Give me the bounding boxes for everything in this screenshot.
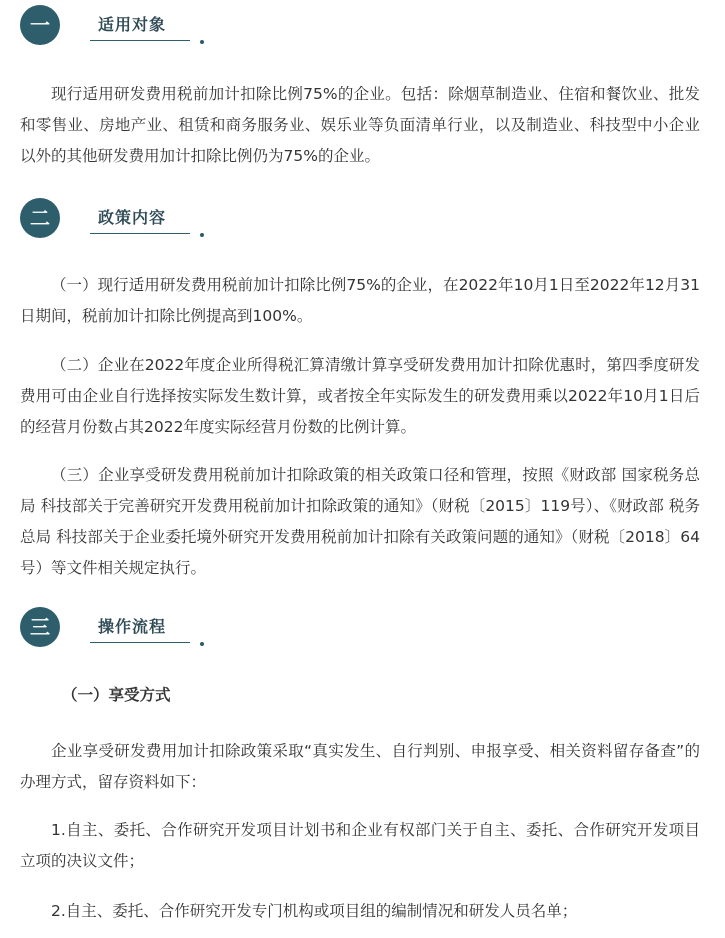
section-header-1 (20, 5, 720, 49)
section-number-badge: 一 (20, 5, 60, 45)
section2-paragraph-2: （二）企业在2022年度企业所得税汇算清缴计算享受研发费用加计扣除优惠时，第四季度研发费用可由企业自行选择按实际发生数计算，或者按全年实际发生的研发费用乘以2022年10月1日后的经营月份数占其2022年度实际经营月份数的比例计算。 (20, 356, 700, 436)
title-dot (200, 40, 204, 44)
title-underline (90, 233, 190, 234)
title-underline (90, 40, 190, 41)
section-number-badge: 三 (20, 607, 60, 647)
section-number-badge: 二 (20, 198, 60, 238)
section-title: 操作流程 (98, 617, 167, 636)
section2-paragraph-1: （一）现行适用研发费用税前加计扣除比例75%的企业，在2022年10月1日至2022年12月31日期间，税前加计扣除比例提高到100%。 (20, 276, 700, 325)
section3-paragraph-1: 企业享受研发费用加计扣除政策采取“真实发生、自行判别、申报享受、相关资料留存备查”的办理方式，留存资料如下： (20, 742, 700, 791)
section1-paragraph: 现行适用研发费用税前加计扣除比例75%的企业。包括：除烟草制造业、住宿和餐饮业、批发和零售业、房地产业、租赁和商务服务业、娱乐业等负面清单行业，以及制造业、科技型中小企业以外的其他研发费用加计扣除比例仍为75%的企业。 (20, 85, 700, 165)
subsection-title: （一）享受方式 (62, 686, 171, 704)
section2-paragraph-3: （三）企业享受研发费用税前加计扣除政策的相关政策口径和管理，按照《财政部 国家税务总局 科技部关于完善研究开发费用税前加计扣除政策的通知》（财税〔2015〕119号）、《财政部 税务总局 科技部关于企业委托境外研究开发费用税前加计扣除有关政策问题的通知》（财税〔2018〕64号）等文件相关规定执行。 (20, 466, 700, 577)
title-dot (200, 642, 204, 646)
section3-paragraph-3: 2.自主、委托、合作研究开发专门机构或项目组的编制情况和研发人员名单； (51, 902, 578, 920)
section-title: 适用对象 (98, 15, 167, 34)
title-underline (90, 642, 190, 643)
section3-paragraph-2: 1.自主、委托、合作研究开发项目计划书和企业有权部门关于自主、委托、合作研究开发项目立项的决议文件； (20, 821, 700, 870)
section-title: 政策内容 (98, 208, 167, 227)
title-dot (200, 233, 204, 237)
section-header-2 (20, 198, 720, 242)
section-header-3 (20, 607, 720, 651)
